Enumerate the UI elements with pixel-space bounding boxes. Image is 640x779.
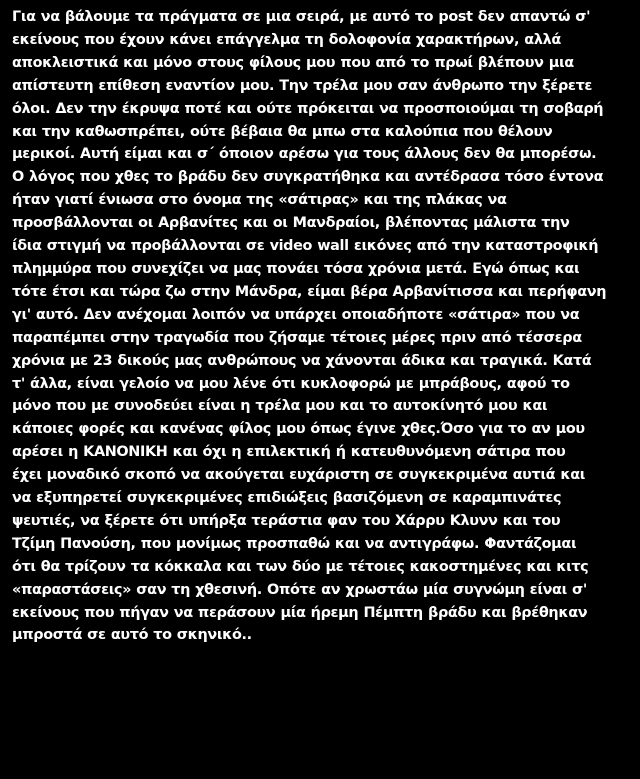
- post-line: τότε έτσι και τώρα ζω στην Μάνδρα, είμαι βέρα Αρβανίτισσα και περήφανη: [12, 283, 607, 300]
- post-line: μπροστά σε αυτό το σκηνικό..: [12, 627, 252, 644]
- post-line: γι' αυτό. Δεν ανέχομαι λοιπόν να υπάρχει οποιαδήποτε «σάτιρα» που να: [12, 306, 580, 323]
- post-line: κάποιες φορές και κανένας φίλος μου όπως έγινε χθες.Όσο για το αν μου: [12, 421, 585, 438]
- post-line: ήταν γιατί ένιωσα στο όνομα της «σάτιρας» και της πλάκας να: [12, 192, 507, 209]
- post-line: προσβάλλονται οι Αρβανίτες και οι Μανδραίοι, βλέποντας μάλιστα την: [12, 215, 570, 232]
- post-line: αρέσει η ΚΑΝΟΝΙΚΗ και όχι η επιλεκτική ή κατευθυνόμενη σάτιρα που: [12, 444, 566, 461]
- post-line: να εξυπηρετεί συγκεκριμένες επιδιώξεις βασιζόμενη σε καραμπινάτες: [12, 490, 562, 507]
- post-line: όλοι. Δεν την έκρυψα ποτέ και ούτε πρόκειται να προσποιούμαι τη σοβαρή: [12, 100, 604, 117]
- post-line: μόνο που με συνοδεύει είναι η τρέλα μου και το αυτοκίνητό μου και: [12, 398, 548, 415]
- post-line: έχει μοναδικό σκοπό να ακούγεται ευχάριστη σε συγκεκριμένα αυτιά και: [12, 467, 585, 484]
- post-line: και την καθωσπρέπει, ούτε βέβαια θα μπω στα καλούπια που θέλουν: [12, 123, 553, 140]
- post-line: εκείνους που πήγαν να περάσουν μία ήρεμη Πέμπτη βράδυ και βρέθηκαν: [12, 604, 588, 621]
- post-line: ψευτιές, να ξέρετε ότι υπήρξα τεράστια φαν του Χάρρυ Κλυνν και του: [12, 512, 561, 529]
- post-line: εκείνους που έχουν κάνει επάγγελμα τη δολοφονία χαρακτήρων, αλλά: [12, 31, 561, 48]
- post-line: τ' άλλα, είναι γελοίο να μου λένε ότι κυκλοφορώ με μπράβους, αφού το: [12, 375, 570, 392]
- post-line: παραπέμπει στην τραγωδία που ζήσαμε τέτοιες μέρες πριν από τέσσερα: [12, 329, 582, 346]
- post-line: μερικοί. Αυτή είμαι και σ΄ όποιον αρέσω για τους άλλους δεν θα μπορέσω.: [12, 146, 597, 163]
- post-line: Για να βάλουμε τα πράγματα σε μια σειρά, με αυτό το post δεν απαντώ σ': [12, 9, 591, 25]
- post-line: ότι θα τρίζουν τα κόκκαλα και των δύο με τέτοιες κακοστημένες και κιτς: [12, 558, 589, 575]
- post-line: «παραστάσεις» σαν τη χθεσινή. Οπότε αν χρωστάω μία συγνώμη είναι σ': [12, 581, 587, 598]
- post-line: Ο λόγος που χθες το βράδυ δεν συγκρατήθηκα και αντέδρασα τόσο έντονα: [12, 169, 604, 186]
- post-line: ίδια στιγμή να προβάλλονται σε video wall εικόνες από την καταστροφική: [12, 238, 599, 255]
- post-line: χρόνια με 23 δικούς μας ανθρώπους να χάνονται άδικα και τραγικά. Κατά: [12, 352, 592, 369]
- post-line: αποκλειστικά και μόνο στους φίλους μου που από το πρωί βλέπουν μια: [12, 54, 574, 71]
- post-text-block: [12, 6, 630, 647]
- post-line: πλημμύρα που συνεχίζει να μας πονάει τόσα χρόνια μετά. Εγώ όπως και: [12, 260, 580, 277]
- post-line: απίστευτη επίθεση εναντίον μου. Την τρέλα μου σαν άνθρωπο την ξέρετε: [12, 77, 593, 94]
- post-line: Τζίμη Πανούση, που μονίμως προσπαθώ και να αντιγράφω. Φαντάζομαι: [12, 535, 577, 552]
